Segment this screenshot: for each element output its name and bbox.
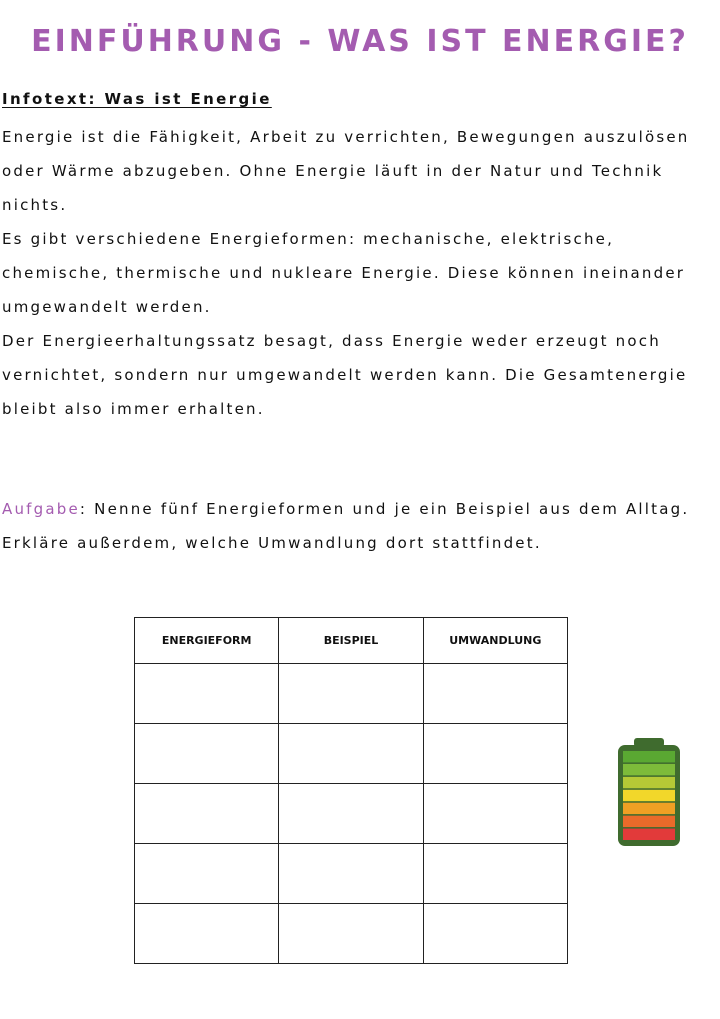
page-title: EINFÜHRUNG - WAS IST ENERGIE?	[31, 24, 689, 59]
table-row	[135, 664, 568, 724]
table-cell[interactable]	[279, 724, 423, 784]
battery-level-bar	[623, 764, 675, 775]
table-cell[interactable]	[423, 724, 567, 784]
task-body: Nenne fünf Energieformen und je ein Beispiel aus dem Alltag. Erkläre außerdem, welche Umwandlung dort stattfindet.	[2, 500, 690, 552]
info-text	[2, 120, 712, 426]
battery-icon	[616, 738, 682, 848]
table-cell[interactable]	[135, 784, 279, 844]
table-cell[interactable]	[135, 844, 279, 904]
battery-level-bar	[623, 829, 675, 840]
header-umwandlung: UMWANDLUNG	[423, 618, 567, 664]
battery-level-bar	[623, 816, 675, 827]
table-row	[135, 904, 568, 964]
table-cell[interactable]	[279, 664, 423, 724]
table-cell[interactable]	[135, 904, 279, 964]
battery-level-bar	[623, 803, 675, 814]
battery-bars	[623, 751, 675, 840]
worksheet-table	[134, 617, 568, 964]
battery-level-bar	[623, 751, 675, 762]
task-label: Aufgabe	[2, 500, 80, 518]
table-cell[interactable]	[423, 904, 567, 964]
table-row	[135, 724, 568, 784]
info-paragraph-forms: Es gibt verschiedene Energieformen: mechanische, elektrische, chemische, thermische und nukleare Energie. Diese können ineinander umgewandelt werden.	[2, 230, 686, 316]
battery-level-bar	[623, 777, 675, 788]
info-paragraph-conservation: Der Energieerhaltungssatz besagt, dass Energie weder erzeugt noch vernichtet, sondern nur umgewandelt werden kann. Die Gesamtenergie bleibt also immer erhalten.	[2, 332, 688, 418]
table-cell[interactable]	[279, 784, 423, 844]
task-separator: :	[79, 500, 95, 518]
table-cell[interactable]	[423, 784, 567, 844]
info-heading: Infotext: Was ist Energie	[2, 90, 272, 108]
info-paragraph-definition: Energie ist die Fähigkeit, Arbeit zu verrichten, Bewegungen auszulösen oder Wärme abzugeben. Ohne Energie läuft in der Natur und Technik nichts.	[2, 128, 690, 214]
table-cell[interactable]	[423, 664, 567, 724]
table-cell[interactable]	[135, 724, 279, 784]
table-header-row	[135, 618, 568, 664]
table-cell[interactable]	[135, 664, 279, 724]
task-text	[2, 492, 702, 560]
table-cell[interactable]	[279, 844, 423, 904]
table-row	[135, 784, 568, 844]
header-energieform: ENERGIEFORM	[135, 618, 279, 664]
header-beispiel: BEISPIEL	[279, 618, 423, 664]
battery-level-bar	[623, 790, 675, 801]
table-cell[interactable]	[423, 844, 567, 904]
table-row	[135, 844, 568, 904]
table-cell[interactable]	[279, 904, 423, 964]
